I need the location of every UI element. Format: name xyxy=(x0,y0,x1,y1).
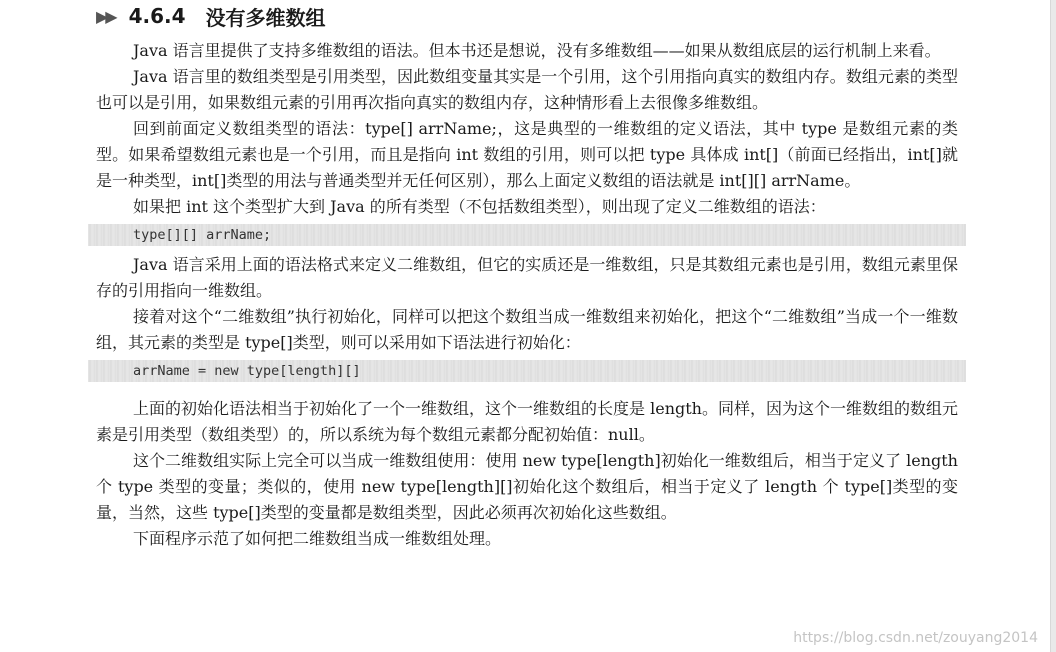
window-edge xyxy=(1051,0,1056,652)
paragraph: 如果把 int 这个类型扩大到 Java 的所有类型（不包括数组类型），则出现了定义二维数组的语法： xyxy=(133,197,826,216)
code-block: type[][] arrName; xyxy=(88,224,966,246)
watermark: https://blog.csdn.net/zouyang2014 xyxy=(793,630,1038,646)
page-content xyxy=(96,38,958,552)
section-number: 4.6.4 xyxy=(128,4,186,28)
paragraph: Java 语言里的数组类型是引用类型，因此数组变量其实是一个引用，这个引用指向真实的数组内存。数组元素的类型也可以是引用，如果数组元素的引用再次指向真实的数组内存，这种情形看上去很像多维数组。 xyxy=(96,67,958,112)
paragraph: Java 语言里提供了支持多维数组的语法。但本书还是想说，没有多维数组——如果从数组底层的运行机制上来看。 xyxy=(133,41,941,60)
section-heading xyxy=(96,2,326,30)
code-block: arrName = new type[length][] xyxy=(88,360,966,382)
paragraph: Java 语言采用上面的语法格式来定义二维数组，但它的实质还是一维数组，只是其数组元素也是引用，数组元素里保存的引用指向一维数组。 xyxy=(96,255,958,300)
paragraph: 这个二维数组实际上完全可以当成一维数组使用：使用 new type[length]初始化一维数组后，相当于定义了 length 个 type 类型的变量；类似的，使用 new type[length][]初始化这个数组后，相当于定义了 length 个 type[]类型的变量，当然，这些 type[]类型的变量都是数组类型，因此必须再次初始化这些数组。 xyxy=(96,451,958,522)
paragraph: 上面的初始化语法相当于初始化了一个一维数组，这个一维数组的长度是 length。同样，因为这个一维数组的数组元素是引用类型（数组类型）的，所以系统为每个数组元素都分配初始值：null。 xyxy=(96,399,958,444)
paragraph: 回到前面定义数组类型的语法：type[] arrName;，这是典型的一维数组的定义语法，其中 type 是数组元素的类型。如果希望数组元素也是一个引用，而且是指向 int 数组的引用，则可以把 type 具体成 int[]（前面已经指出，int[]就是一种类型，int[]类型的用法与普通类型并无任何区别），那么上面定义数组的语法就是 int[][] arrName。 xyxy=(96,119,958,190)
double-chevron-icon: ▶▶ xyxy=(96,6,115,26)
paragraph: 接着对这个“二维数组”执行初始化，同样可以把这个数组当成一维数组来初始化，把这个“二维数组”当成一个一维数组，其元素的类型是 type[]类型，则可以采用如下语法进行初始化： xyxy=(96,307,958,352)
paragraph: 下面程序示范了如何把二维数组当成一维数组处理。 xyxy=(133,529,502,548)
section-title: 没有多维数组 xyxy=(205,5,326,30)
